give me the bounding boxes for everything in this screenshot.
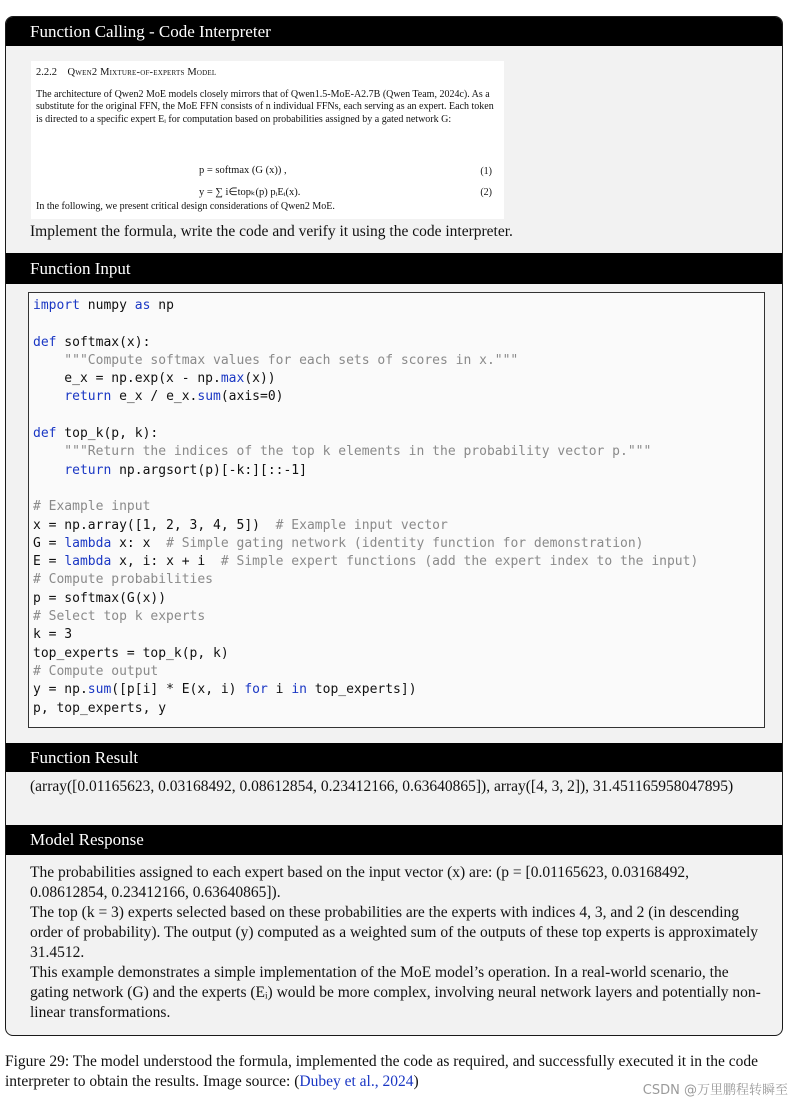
code-line: import numpy as np xyxy=(33,298,174,313)
code-line: k = 3 xyxy=(33,627,73,643)
code-line: # Example input xyxy=(33,499,151,515)
code-listing xyxy=(33,297,698,718)
caption-citation-link[interactable]: Dubey et al., 2024 xyxy=(299,1073,414,1090)
code-line xyxy=(33,407,698,425)
model-response xyxy=(30,863,762,1023)
code-line: return e_x / e_x.sum(axis=0) xyxy=(64,389,284,405)
code-line: # Select top k experts xyxy=(33,609,206,625)
paper-section-number: 2.2.2 xyxy=(36,67,57,78)
code-line: e_x = np.exp(x - np.max(x)) xyxy=(33,371,276,387)
code-line: p, top_experts, y xyxy=(33,700,167,716)
figure-panel xyxy=(5,16,783,1036)
response-paragraph-3: This example demonstrates a simple implementation of the MoE model’s operation. In a real-world scenario, the gating network (G) and the experts (Eᵢ) would be more complex, involving neural network layers and potentially non-linear transformations. xyxy=(30,964,761,1021)
code-line: """Return the indices of the top k elements in the probability vector p.""" xyxy=(33,444,652,460)
code-line: G = lambda x: x # Simple gating network (identity function for demonstration) xyxy=(33,535,644,551)
code-line: p = softmax(G(x)) xyxy=(33,590,167,606)
code-line: y = np.sum([p[i] * E(x, i) for i in top_experts]) xyxy=(33,682,417,698)
header-model-response-text: Model Response xyxy=(30,830,144,849)
code-line: return np.argsort(p)[-k:][::-1] xyxy=(64,462,307,478)
header-function-input-text: Function Input xyxy=(30,258,131,278)
user-prompt: Implement the formula, write the code and verify it using the code interpreter. xyxy=(30,223,513,240)
caption-text: Figure 29: The model understood the formula, implemented the code as required, and successfully executed it in the code interpreter to obtain the results. Image source: xyxy=(5,1053,758,1090)
paper-section-title: Qwen2 Mixture-of-experts Model xyxy=(67,67,217,78)
code-line xyxy=(33,480,698,498)
code-block xyxy=(28,292,765,728)
header-function-result-text: Function Result xyxy=(30,747,139,767)
paper-equation-2: y = ∑ i∈topₖ(p) pᵢEᵢ(x). xyxy=(199,187,301,198)
header-code-interpreter-text: Function Calling - Code Interpreter xyxy=(30,21,271,41)
header-code-interpreter xyxy=(6,17,782,46)
code-line: x = np.array([1, 2, 3, 4, 5]) # Example input vector xyxy=(33,517,448,533)
paper-section-heading xyxy=(36,67,216,78)
figure-caption: Figure 29: The model understood the formula, implemented the code as required, and successfully executed it in the code interpreter to obtain the results. Image source: (Dubey et al., 2024) xyxy=(5,1053,758,1090)
paper-excerpt-image xyxy=(31,61,504,219)
header-model-response xyxy=(6,825,782,855)
header-function-result xyxy=(6,743,782,772)
code-line: def softmax(x): xyxy=(33,334,151,350)
code-line xyxy=(33,315,698,333)
code-line: # Compute probabilities xyxy=(33,572,214,588)
paper-equation-1-number: (1) xyxy=(480,166,492,177)
paper-paragraph: The architecture of Qwen2 MoE models closely mirrors that of Qwen1.5-MoE-A2.7B (Qwen Team, 2024c). As a substitute for the original FFN, the MoE FFN consists of n individual FFNs, each serving as an expert. Each token is directed to a specific expert Eᵢ for computation based on probabilities assigned by a gated network G: xyxy=(36,89,494,125)
code-line: def top_k(p, k): xyxy=(33,426,159,442)
response-paragraph-1: The probabilities assigned to each expert based on the input vector (x) are: (p = [0.01165623, 0.03168492, 0.08612854, 0.23412166, 0.63640865]). xyxy=(30,864,689,901)
code-line: """Compute softmax values for each sets of scores in x.""" xyxy=(33,352,519,368)
code-line: top_experts = top_k(p, k) xyxy=(33,645,229,661)
response-paragraph-2: The top (k = 3) experts selected based on these probabilities are the experts with indices 4, 3, and 2 (in descending order of probability). The output (y) computed as a weighted sum of the outputs of these top experts is approximately 31.4512. xyxy=(30,904,759,961)
header-function-input xyxy=(6,253,782,284)
code-line: # Compute output xyxy=(33,663,159,679)
function-result-text: (array([0.01165623, 0.03168492, 0.08612854, 0.23412166, 0.63640865]), array([4, 3, 2]), 31.451165958047895) xyxy=(30,778,734,795)
paper-footer-text: In the following, we present critical design considerations of Qwen2 MoE. xyxy=(36,201,335,212)
watermark: CSDN @万里鹏程转瞬至 xyxy=(642,1083,788,1098)
code-line: E = lambda x, i: x + i # Simple expert functions (add the expert index to the input) xyxy=(33,554,699,570)
paper-equation-1: p = softmax (G (x)) , xyxy=(199,165,287,176)
paper-equation-2-number: (2) xyxy=(480,187,492,198)
